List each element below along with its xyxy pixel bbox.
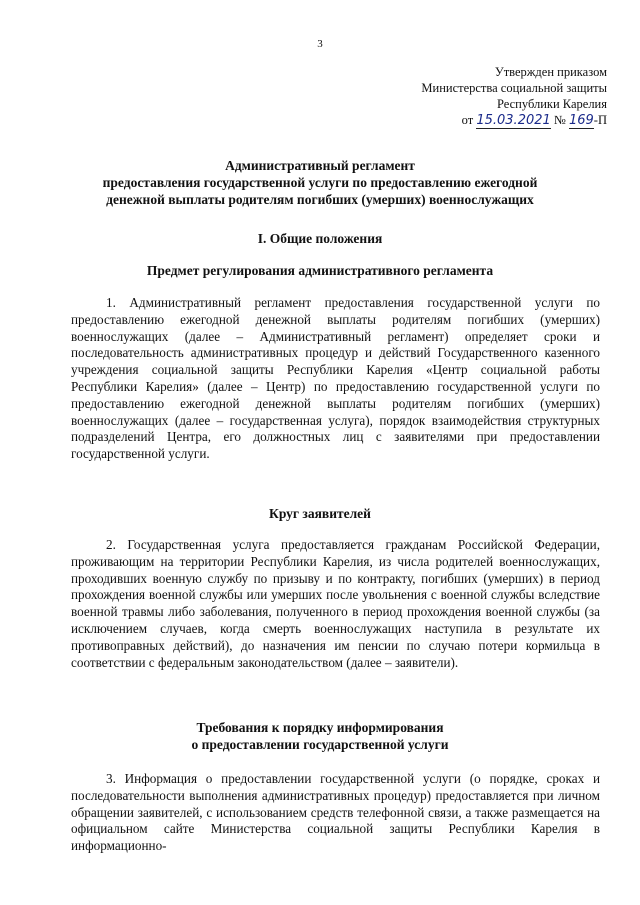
subheading-info-line-2: о предоставлении государственной услуги: [191, 737, 449, 752]
handwritten-date: 15.03.2021: [476, 113, 551, 128]
section-heading: I. Общие положения: [257, 231, 383, 246]
subheading-applicants: Круг заявителей: [269, 506, 371, 521]
document-title: [0, 157, 640, 208]
number-prefix: №: [553, 113, 566, 127]
approval-line-2: Министерства социальной защиты: [421, 81, 607, 95]
paragraph-1: 1. Административный регламент предоставления государственной услуги по предоставлению ежегодной денежной выплаты родителям погибших (умерших) военнослужащих (далее – Административный регламент) определяет сроки и последовательность административных процедур и действий Государственного казенного учреждения социальной защиты Республики Карелия «Центр социальной работы Республики Карелия» (далее – Центр) по предоставлению государственной услуги по предоставлению ежегодной денежной выплаты родителям погибших (умерших) военнослужащих (далее – государственная услуга), порядок взаимодействия структурных подразделений Центра, его должностных лиц с заявителями при предоставлении государственной услуги.: [71, 295, 600, 462]
paragraph-3: 3. Информация о предоставлении государственной услуги (о порядке, сроках и последовательности выполнения административных процедур) предоставляется при личном обращении заявителей, с использованием средств телефонной связи, а также размещается на официальном сайте Министерства социальной защиты Республики Карелия в информационно-: [71, 771, 600, 854]
subheading-info-line-1: Требования к порядку информирования: [196, 720, 444, 735]
page-number: 3: [317, 38, 323, 50]
approval-date-number: [421, 112, 607, 129]
title-line-2: предоставления государственной услуги по предоставлению ежегодной: [102, 175, 538, 190]
subheading-subject: Предмет регулирования административного регламента: [146, 263, 494, 278]
number-suffix: -П: [593, 113, 607, 127]
title-line-3: денежной выплаты родителям погибших (умерших) военнослужащих: [106, 192, 534, 207]
subheading-information: [0, 719, 640, 753]
approval-line-1: Утвержден приказом: [494, 65, 607, 79]
handwritten-number: 169: [568, 113, 594, 128]
title-line-1: Административный регламент: [225, 158, 415, 173]
date-prefix: от: [461, 113, 474, 127]
approval-line-3: Республики Карелия: [496, 97, 607, 111]
paragraph-2: 2. Государственная услуга предоставляется гражданам Российской Федерации, проживающим на территории Республики Карелия, из числа родителей военнослужащих, проходивших военную службу по призыву и по контракту, погибших (умерших) в период прохождения военной службы или умерших после увольнения с военной службы вследствие военной травмы либо заболевания, полученного в период прохождения военной службы (за исключением случаев, когда смерть военнослужащих наступила в результате их противоправных действий), до назначения им пенсии по случаю потери кормильца в соответствии с федеральным законодательством (далее – заявители).: [71, 537, 600, 670]
approval-stamp: [421, 64, 607, 129]
